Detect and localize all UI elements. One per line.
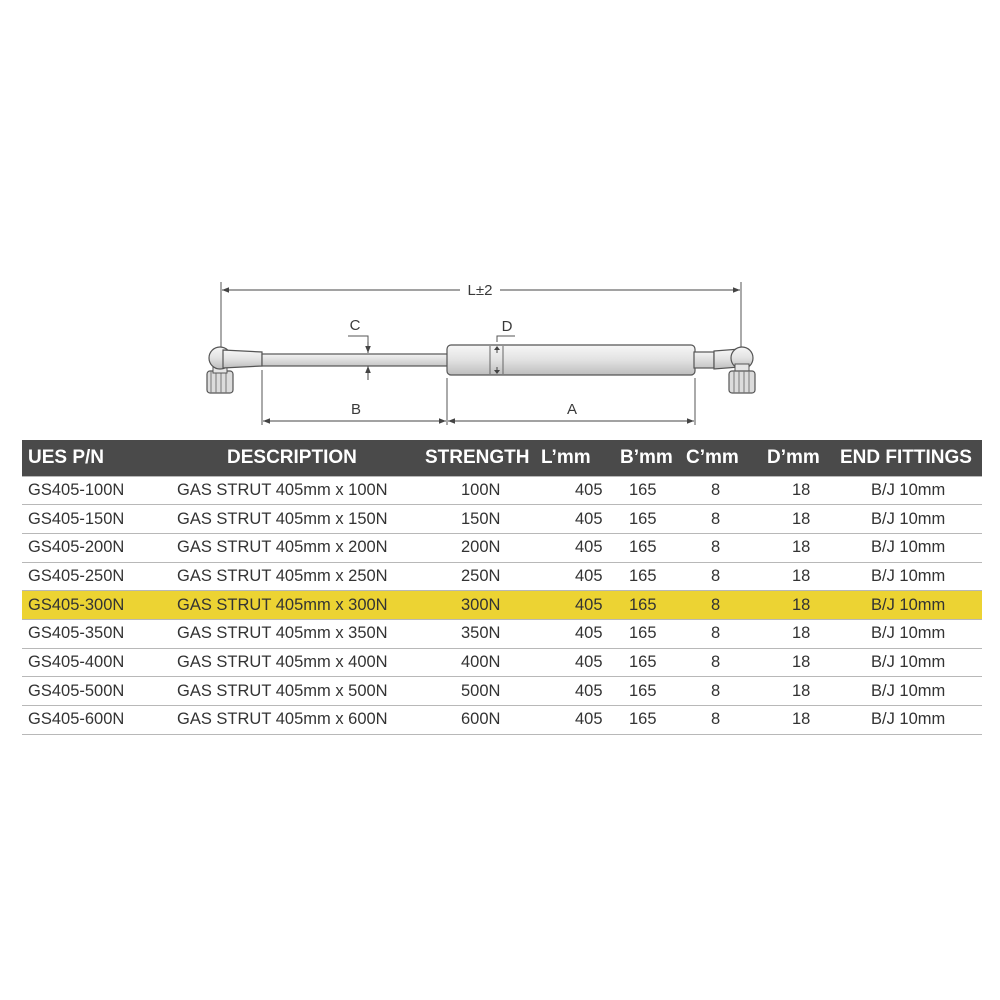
cell-end-fittings: B/J 10mm bbox=[830, 533, 982, 562]
cell-d-mm: 18 bbox=[755, 591, 830, 620]
table-row bbox=[22, 706, 982, 735]
cell-l-mm: 405 bbox=[534, 619, 611, 648]
cell-d-mm: 18 bbox=[755, 533, 830, 562]
cell-description: GAS STRUT 405mm x 350N bbox=[173, 619, 421, 648]
cell-end-fittings: B/J 10mm bbox=[830, 619, 982, 648]
table-row bbox=[22, 677, 982, 706]
piston-rod bbox=[262, 354, 448, 366]
cell-d-mm: 18 bbox=[755, 648, 830, 677]
left-ball-joint bbox=[207, 347, 262, 393]
header-description: DESCRIPTION bbox=[173, 440, 421, 476]
dimension-c-label: C bbox=[349, 317, 361, 334]
cell-l-mm: 405 bbox=[534, 648, 611, 677]
cell-l-mm: 405 bbox=[534, 706, 611, 735]
table-row bbox=[22, 591, 982, 620]
table-row bbox=[22, 619, 982, 648]
table-header-row bbox=[22, 440, 982, 476]
cell-d-mm: 18 bbox=[755, 706, 830, 735]
header-strength: STRENGTH bbox=[421, 440, 534, 476]
cell-c-mm: 8 bbox=[677, 505, 755, 534]
dimension-d-label: D bbox=[501, 318, 513, 335]
cell-description: GAS STRUT 405mm x 100N bbox=[173, 476, 421, 505]
cell-strength: 600N bbox=[421, 706, 534, 735]
cell-part-number: GS405-400N bbox=[22, 648, 173, 677]
cell-description: GAS STRUT 405mm x 600N bbox=[173, 706, 421, 735]
cell-strength: 100N bbox=[421, 476, 534, 505]
cell-part-number: GS405-200N bbox=[22, 533, 173, 562]
cell-c-mm: 8 bbox=[677, 533, 755, 562]
dimension-c-leader bbox=[348, 336, 368, 342]
cell-description: GAS STRUT 405mm x 300N bbox=[173, 591, 421, 620]
cell-end-fittings: B/J 10mm bbox=[830, 505, 982, 534]
header-end-fittings: END FITTINGS bbox=[830, 440, 982, 476]
cell-description: GAS STRUT 405mm x 200N bbox=[173, 533, 421, 562]
cell-part-number: GS405-100N bbox=[22, 476, 173, 505]
cell-b-mm: 165 bbox=[611, 619, 677, 648]
cell-part-number: GS405-350N bbox=[22, 619, 173, 648]
cell-description: GAS STRUT 405mm x 150N bbox=[173, 505, 421, 534]
cell-l-mm: 405 bbox=[534, 476, 611, 505]
cell-part-number: GS405-500N bbox=[22, 677, 173, 706]
cell-strength: 250N bbox=[421, 562, 534, 591]
cell-description: GAS STRUT 405mm x 250N bbox=[173, 562, 421, 591]
gas-strut-diagram bbox=[0, 270, 1000, 440]
header-l-mm: L’mm bbox=[534, 440, 611, 476]
cell-c-mm: 8 bbox=[677, 476, 755, 505]
cell-l-mm: 405 bbox=[534, 505, 611, 534]
cell-end-fittings: B/J 10mm bbox=[830, 562, 982, 591]
cell-d-mm: 18 bbox=[755, 476, 830, 505]
specification-table bbox=[22, 440, 982, 735]
cell-c-mm: 8 bbox=[677, 591, 755, 620]
cell-b-mm: 165 bbox=[611, 505, 677, 534]
table-row bbox=[22, 533, 982, 562]
cell-b-mm: 165 bbox=[611, 648, 677, 677]
header-c-mm: C’mm bbox=[677, 440, 755, 476]
cell-l-mm: 405 bbox=[534, 533, 611, 562]
cell-strength: 300N bbox=[421, 591, 534, 620]
cell-c-mm: 8 bbox=[677, 619, 755, 648]
cell-c-mm: 8 bbox=[677, 706, 755, 735]
dimension-b-label: B bbox=[350, 401, 362, 418]
cell-part-number: GS405-250N bbox=[22, 562, 173, 591]
cell-description: GAS STRUT 405mm x 500N bbox=[173, 677, 421, 706]
right-ball-joint bbox=[694, 347, 755, 393]
cell-b-mm: 165 bbox=[611, 677, 677, 706]
cell-end-fittings: B/J 10mm bbox=[830, 648, 982, 677]
table-row bbox=[22, 476, 982, 505]
cell-d-mm: 18 bbox=[755, 677, 830, 706]
cell-part-number: GS405-300N bbox=[22, 591, 173, 620]
cell-end-fittings: B/J 10mm bbox=[830, 677, 982, 706]
overall-length-label: L±2 bbox=[467, 282, 493, 299]
cell-description: GAS STRUT 405mm x 400N bbox=[173, 648, 421, 677]
table-row bbox=[22, 648, 982, 677]
cell-b-mm: 165 bbox=[611, 533, 677, 562]
header-pn: UES P/N bbox=[22, 440, 173, 476]
cell-l-mm: 405 bbox=[534, 562, 611, 591]
cell-c-mm: 8 bbox=[677, 677, 755, 706]
table-row bbox=[22, 505, 982, 534]
cell-part-number: GS405-600N bbox=[22, 706, 173, 735]
cell-strength: 500N bbox=[421, 677, 534, 706]
cell-end-fittings: B/J 10mm bbox=[830, 591, 982, 620]
cell-strength: 350N bbox=[421, 619, 534, 648]
cell-part-number: GS405-150N bbox=[22, 505, 173, 534]
cell-c-mm: 8 bbox=[677, 648, 755, 677]
cell-d-mm: 18 bbox=[755, 562, 830, 591]
cell-b-mm: 165 bbox=[611, 591, 677, 620]
cell-d-mm: 18 bbox=[755, 505, 830, 534]
cell-b-mm: 165 bbox=[611, 562, 677, 591]
dimension-a-label: A bbox=[566, 401, 578, 418]
cell-b-mm: 165 bbox=[611, 476, 677, 505]
cell-b-mm: 165 bbox=[611, 706, 677, 735]
cell-d-mm: 18 bbox=[755, 619, 830, 648]
cell-c-mm: 8 bbox=[677, 562, 755, 591]
dimension-d-leader bbox=[497, 336, 515, 342]
cell-strength: 150N bbox=[421, 505, 534, 534]
header-b-mm: B’mm bbox=[611, 440, 677, 476]
cell-end-fittings: B/J 10mm bbox=[830, 706, 982, 735]
cell-strength: 400N bbox=[421, 648, 534, 677]
cell-l-mm: 405 bbox=[534, 677, 611, 706]
cell-l-mm: 405 bbox=[534, 591, 611, 620]
table-row bbox=[22, 562, 982, 591]
header-d-mm: D’mm bbox=[755, 440, 830, 476]
cell-strength: 200N bbox=[421, 533, 534, 562]
cell-end-fittings: B/J 10mm bbox=[830, 476, 982, 505]
cylinder-body bbox=[447, 345, 695, 375]
